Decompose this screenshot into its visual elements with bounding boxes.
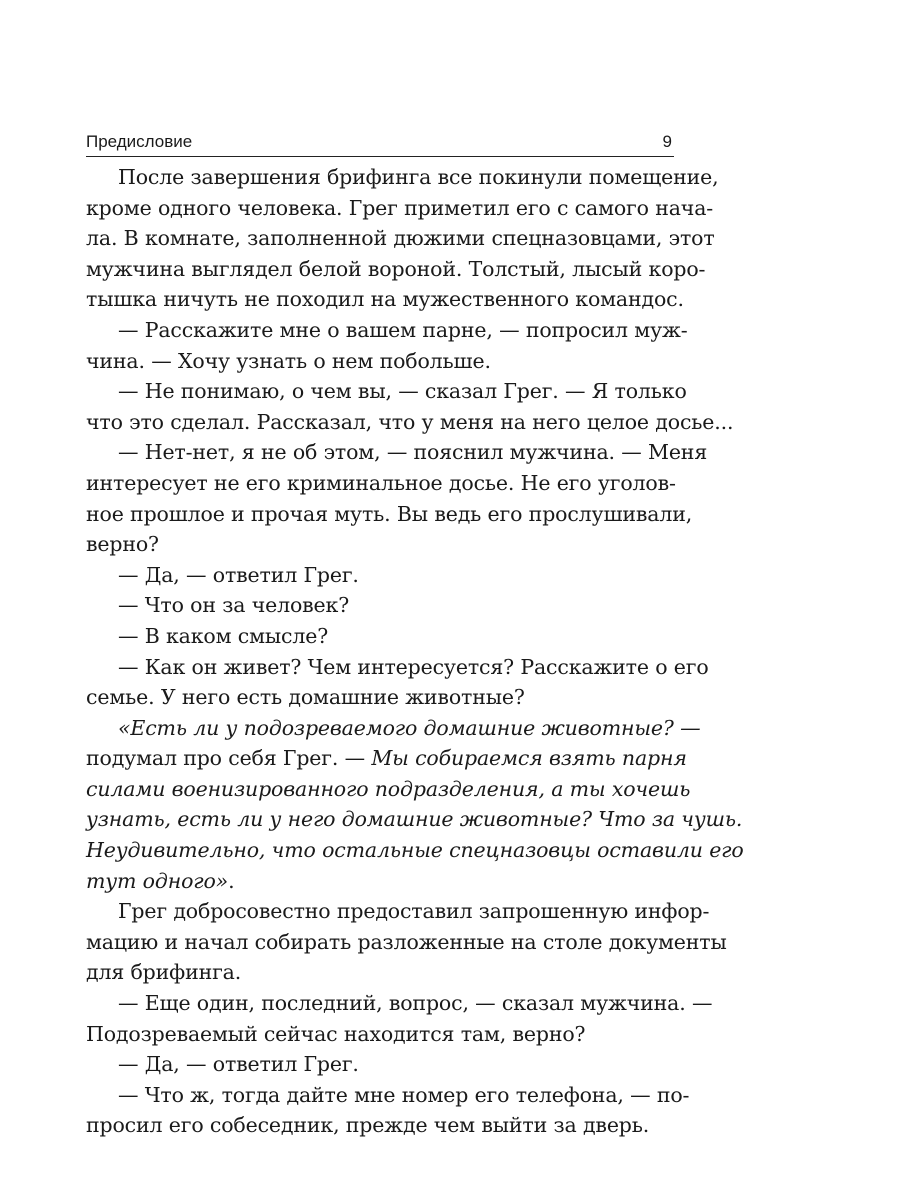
text-line: — Да, — ответил Грег.: [118, 1052, 359, 1077]
text-line: чина. — Хочу узнать о нем побольше.: [86, 348, 491, 373]
italic-span: Мы собираемся взять парня: [371, 746, 687, 771]
text-line: просил его собеседник, прежде чем выйти за дверь.: [86, 1113, 650, 1138]
text-line: тышка ничуть не походил на мужественного командос.: [86, 287, 684, 312]
running-header: [86, 130, 674, 157]
text-line: [86, 866, 674, 897]
text-line: интересует не его криминальное досье. Не его уголов-: [86, 470, 676, 495]
text-line: семье. У него есть домашние животные?: [86, 685, 525, 710]
text-line: — Еще один, последний, вопрос, — сказал мужчина. —: [118, 991, 713, 1016]
text-line: ла. В комнате, заполненной дюжими спецназовцами, этот: [86, 226, 715, 251]
text-line: — Как он живет? Чем интересуется? Расскажите о его: [118, 654, 709, 679]
text-line: Подозреваемый сейчас находится там, верно?: [86, 1021, 586, 1046]
italic-span: тут одного»: [86, 868, 229, 893]
body-text: [86, 162, 744, 1141]
italic-span: «Есть ли у подозреваемого домашние животные? —: [118, 715, 701, 740]
text-line: — Что он за человек?: [118, 593, 350, 618]
text-line: — Расскажите мне о вашем парне, — попросил муж-: [118, 317, 688, 342]
italic-span: силами военизированного подразделения, а ты хочешь: [86, 776, 691, 801]
text-line: для брифинга.: [86, 960, 242, 985]
text-line: кроме одного человека. Грег приметил его с самого нача-: [86, 195, 714, 220]
text-line: верно?: [86, 532, 159, 557]
text-line: — Нет-нет, я не об этом, — пояснил мужчина. — Меня: [118, 440, 708, 465]
section-title: Предисловие: [86, 132, 193, 151]
text-span: .: [228, 868, 235, 893]
text-line: [86, 835, 744, 866]
text-line: — Что ж, тогда дайте мне номер его телефона, — по-: [118, 1082, 690, 1107]
text-line: [86, 743, 687, 774]
text-line: — В каком смысле?: [118, 623, 329, 648]
page-number: 9: [662, 132, 672, 151]
text-line: мужчина выглядел белой вороной. Толстый, лысый коро-: [86, 256, 706, 281]
text-line: что это сделал. Рассказал, что у меня на него целое досье...: [86, 409, 734, 434]
text-line: — Не понимаю, о чем вы, — сказал Грег. — Я только: [118, 379, 687, 404]
text-line: ное прошлое и прочая муть. Вы ведь его прослушивали,: [86, 501, 693, 526]
italic-span: узнать, есть ли у него домашние животные? Что за чушь.: [86, 807, 743, 832]
text-line: Грег добросовестно предоставил запрошенную инфор-: [118, 899, 710, 924]
text-line: После завершения брифинга все покинули помещение,: [118, 165, 719, 189]
text-line: мацию и начал собирать разложенные на столе документы: [86, 929, 727, 954]
text-line: [86, 713, 701, 744]
italic-span: Неудивительно, что остальные спецназовцы оставили его: [86, 838, 744, 863]
text-span: подумал про себя Грег. —: [86, 746, 372, 771]
text-line: [86, 804, 743, 835]
text-line: — Да, — ответил Грег.: [118, 562, 359, 587]
text-line: [86, 774, 691, 805]
